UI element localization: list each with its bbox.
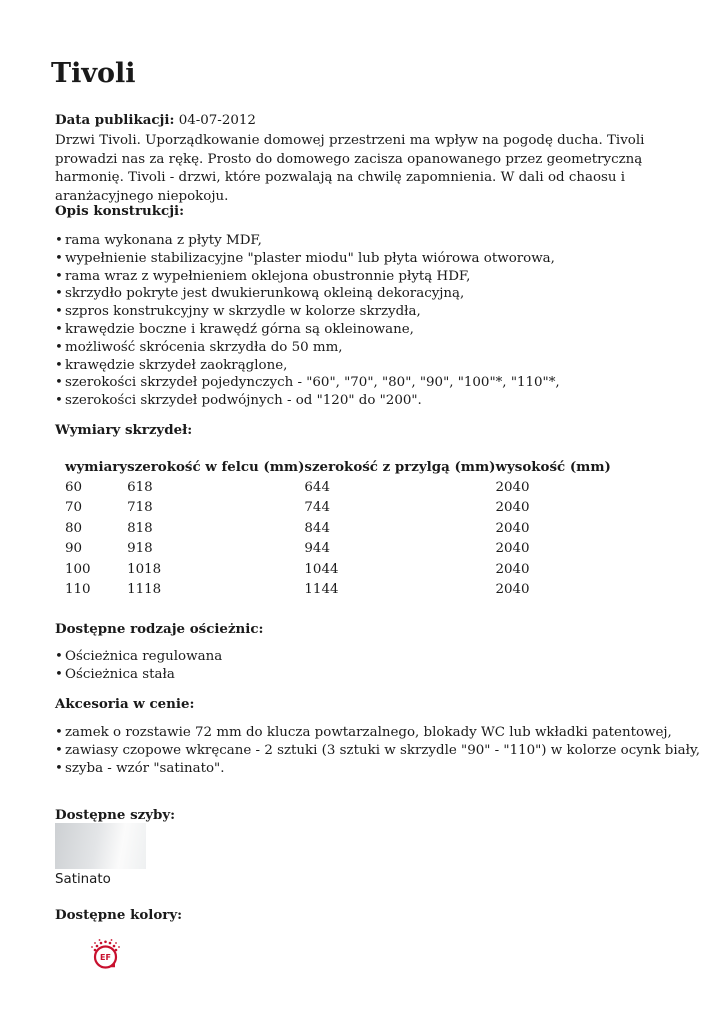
accessories-heading: Akcesoria w cenie:	[55, 696, 195, 712]
list-item: • rama wykonana z płyty MDF,	[55, 232, 560, 250]
table-cell: 110	[65, 582, 91, 598]
table-row	[65, 539, 611, 560]
table-header-row	[65, 457, 611, 477]
list-item: • szpros konstrukcyjny w skrzydle w kolorze skrzydła,	[55, 303, 560, 321]
table-cell: 90	[65, 541, 83, 557]
table-cell: 1118	[127, 582, 162, 598]
table-cell: 1044	[304, 561, 339, 577]
table-cell: 2040	[495, 520, 530, 536]
table-row	[65, 477, 611, 498]
table-cell: 60	[65, 479, 83, 495]
list-item: • krawędzie boczne i krawędź górna są okleinowane,	[55, 321, 560, 339]
table-cell: 2040	[495, 582, 530, 598]
frames-heading: Dostępne rodzaje ościeżnic:	[55, 621, 264, 637]
logo-text: EF	[100, 953, 111, 963]
list-item: • krawędzie skrzydeł zaokrąglone,	[55, 357, 560, 375]
table-cell: 718	[127, 500, 153, 516]
intro-text: Drzwi Tivoli. Uporządkowanie domowej przestrzeni ma wpływ na pogodę ducha. Tivoli prowadzi nas za rękę. Prosto do domowego zacisza opanowanego przez geometryczną harmonię. Tivoli - drzwi, które pozwalają na chwilę zapomnienia. W dali od chaosu i aranżacyjnego niepokoju.	[55, 133, 645, 204]
page-title: Tivoli	[51, 58, 136, 89]
dimensions-heading: Wymiary skrzydeł:	[55, 422, 193, 438]
table-row	[65, 518, 611, 539]
list-item: • skrzydło pokryte jest dwukierunkową okleiną dekoracyjną,	[55, 285, 560, 303]
table-cell: 744	[304, 500, 330, 516]
table-cell: 80	[65, 520, 83, 536]
table-cell: 100	[65, 561, 91, 577]
list-item: • możliwość skrócenia skrzydła do 50 mm,	[55, 339, 560, 357]
publication-label: Data publikacji:	[55, 112, 175, 128]
list-item: • szerokości skrzydeł podwójnych - od "120" do "200".	[55, 392, 560, 410]
list-item: • zawiasy czopowe wkręcane - 2 sztuki (3 sztuki w skrzydle "90" - "110") w kolorze ocynk biały,	[55, 742, 700, 760]
glass-label: Satinato	[55, 872, 111, 887]
frames-list	[55, 648, 222, 684]
table-cell: 1144	[304, 582, 339, 598]
list-item: • szerokości skrzydeł pojedynczych - "60", "70", "80", "90", "100"*, "110"*,	[55, 374, 560, 392]
table-cell: 944	[304, 541, 330, 557]
publication-info	[55, 111, 256, 130]
table-cell: 2040	[495, 561, 530, 577]
table-cell: 2040	[495, 500, 530, 516]
list-item: • rama wraz z wypełnieniem oklejona obustronnie płytą HDF,	[55, 268, 560, 286]
publication-date: 04-07-2012	[178, 113, 256, 128]
list-item: • Ościeżnica regulowana	[55, 648, 222, 666]
construction-heading: Opis konstrukcji:	[55, 203, 185, 219]
glass-swatch-satinato[interactable]	[55, 823, 146, 869]
list-item: • zamek o rozstawie 72 mm do klucza powtarzalnego, blokady WC lub wkładki patentowej,	[55, 724, 700, 742]
list-item: • szyba - wzór "satinato".	[55, 760, 700, 778]
list-item: • Ościeżnica stała	[55, 666, 222, 684]
table-row	[65, 559, 611, 580]
list-item: • wypełnienie stabilizacyjne "plaster miodu" lub płyta wiórowa otworowa,	[55, 250, 560, 268]
construction-list	[55, 232, 560, 410]
dimensions-table	[65, 457, 611, 600]
glass-heading: Dostępne szyby:	[55, 807, 176, 823]
table-cell: 644	[304, 479, 330, 495]
column-header: szerokość z przylgą (mm)	[304, 459, 496, 475]
ef-logo-icon	[88, 938, 122, 972]
table-cell: 1018	[127, 561, 162, 577]
table-cell: 818	[127, 520, 153, 536]
column-header: wymiary	[65, 459, 128, 475]
table-cell: 2040	[495, 479, 530, 495]
column-header: wysokość (mm)	[495, 459, 611, 475]
table-row	[65, 498, 611, 519]
accessories-list	[55, 724, 700, 777]
table-cell: 844	[304, 520, 330, 536]
table-cell: 70	[65, 500, 83, 516]
table-cell: 2040	[495, 541, 530, 557]
column-header: szerokość w felcu (mm)	[127, 459, 305, 475]
table-cell: 918	[127, 541, 153, 557]
colors-heading: Dostępne kolory:	[55, 907, 183, 923]
table-row	[65, 580, 611, 601]
table-cell: 618	[127, 479, 153, 495]
